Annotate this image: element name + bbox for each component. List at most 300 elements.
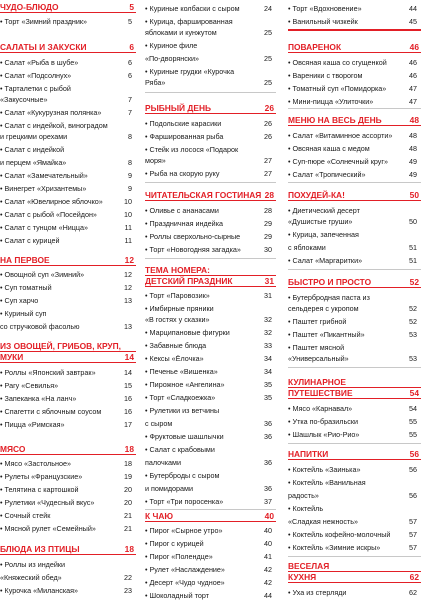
page-number: 46 (409, 42, 419, 52)
recipe-title: моря» (145, 156, 166, 165)
page-number: 25 (264, 28, 272, 37)
section-heading (145, 265, 276, 276)
recipe-entry (145, 4, 276, 13)
divider (288, 443, 421, 444)
section-heading (0, 2, 136, 13)
page-number: 31 (264, 291, 272, 300)
recipe-title: • Мясо «Застольное» (0, 459, 71, 468)
recipe-title: • Кексы «Ёлочка» (145, 354, 204, 363)
recipe-entry (288, 430, 421, 439)
recipe-entry (145, 156, 276, 165)
page-number: 8 (128, 158, 132, 167)
page-number: 11 (124, 236, 132, 245)
recipe-entry (145, 67, 276, 76)
page-number: 19 (124, 472, 132, 481)
section-title: ТЕМА НОМЕРА: (145, 265, 210, 275)
page-number: 25 (264, 54, 272, 63)
page-number: 7 (128, 108, 132, 117)
page-number: 52 (409, 317, 417, 326)
recipe-title: «Княжеский обед» (0, 573, 62, 582)
recipe-title: • Салат «Замечательный» (0, 171, 88, 180)
recipe-title: • Торт «Вдохновение» (288, 4, 362, 13)
section-title: КУЛИНАРНОЕ (288, 377, 346, 387)
recipe-entry (0, 485, 136, 494)
recipe-title: • Ванильный чизкейк (288, 17, 358, 26)
page-number: 55 (409, 417, 417, 426)
page-number: 56 (409, 449, 419, 459)
section-heading (0, 42, 136, 53)
page-number: 42 (264, 565, 272, 574)
recipe-entry (0, 296, 136, 305)
page-number: 10 (124, 197, 132, 206)
recipe-entry (145, 341, 276, 350)
recipe-title: и помидорами (145, 484, 193, 493)
recipe-entry (0, 472, 136, 481)
divider (288, 556, 421, 557)
page-number: 36 (264, 458, 272, 467)
section-title: МУКИ (0, 352, 24, 362)
recipe-entry (145, 291, 276, 300)
recipe-entry (0, 309, 136, 318)
page-number: 37 (264, 497, 272, 506)
recipe-title: • Овощной суп «Зимний» (0, 270, 85, 279)
recipe-title: • Утка по-бразильски (288, 417, 358, 426)
recipe-title: • Торт «Зимний праздник» (0, 17, 88, 26)
divider (145, 92, 276, 93)
recipe-title: • Салат с тунцом «Ницца» (0, 223, 89, 232)
recipe-title: • Спагетти с яблочным соусом (0, 407, 102, 416)
recipe-title: • Мясной рулет «Семейный» (0, 524, 96, 533)
recipe-entry (145, 458, 276, 467)
recipe-title: • Подольские карасики (145, 119, 222, 128)
recipe-title: • Курочка «Миланская» (0, 586, 79, 595)
recipe-entry (145, 565, 276, 574)
recipe-title: палочками (145, 458, 182, 467)
recipe-title: • Коктейль «Зимние искры» (288, 543, 381, 552)
section-title: ЧИТАТЕЛЬСКАЯ ГОСТИНАЯ (145, 190, 262, 200)
recipe-entry (0, 407, 136, 416)
recipe-entry (288, 243, 421, 252)
page-number: 45 (409, 17, 417, 26)
recipe-entry (0, 132, 136, 141)
recipe-entry (0, 283, 136, 292)
page-number: 26 (264, 132, 272, 141)
page-number: 24 (264, 4, 272, 13)
page-number: 35 (264, 380, 272, 389)
recipe-entry (288, 84, 421, 93)
recipe-title: • Телятина с картошкой (0, 485, 79, 494)
recipe-entry (0, 58, 136, 67)
section-heading (0, 444, 136, 455)
divider (288, 29, 421, 31)
page-number: 26 (264, 119, 272, 128)
recipe-title: • Пицца «Римская» (0, 420, 65, 429)
section-title: ПУТЕШЕСТВИЕ (288, 388, 353, 398)
section-heading (288, 572, 421, 583)
divider (288, 182, 421, 183)
page-number: 11 (124, 223, 132, 232)
section-heading (288, 42, 421, 53)
recipe-title: с яблоками (288, 243, 326, 252)
page-number: 9 (128, 171, 132, 180)
recipe-title: «Душистые груши» (288, 217, 353, 226)
page-number: 34 (264, 354, 272, 363)
recipe-entry (145, 552, 276, 561)
recipe-entry (0, 121, 136, 130)
recipe-title: «Универсальный» (288, 354, 349, 363)
recipe-entry (288, 465, 421, 474)
recipe-title: • Коктейль кофейно-молочный (288, 530, 391, 539)
recipe-title: и перцем «Ямайка» (0, 158, 67, 167)
recipe-entry (288, 157, 421, 166)
page-number: 46 (409, 58, 417, 67)
page-number: 56 (409, 465, 417, 474)
recipe-title: • Стейк из лосося «Подарок (145, 145, 239, 154)
section-heading (145, 276, 276, 287)
recipe-entry (288, 131, 421, 140)
page-number: 20 (124, 498, 132, 507)
page-number: 52 (409, 304, 417, 313)
section-title: ПОХУДЕЙ-КА! (288, 190, 345, 200)
recipe-title: • Десерт «Чудо чудное» (145, 578, 225, 587)
page-number: 18 (124, 544, 134, 554)
recipe-title: «По-дворянски» (145, 54, 200, 63)
recipe-entry (288, 330, 421, 339)
recipe-title: яблоками и кунжутом (145, 28, 217, 37)
page-number: 53 (409, 354, 417, 363)
page-number: 7 (128, 95, 132, 104)
divider (145, 258, 276, 259)
page-number: 51 (409, 243, 417, 252)
recipe-entry (0, 108, 136, 117)
recipe-title: со стручковой фасолью (0, 322, 80, 331)
page-number: 28 (264, 206, 272, 215)
page-number: 47 (409, 84, 417, 93)
recipe-title: • Роллы из индейки (0, 560, 66, 569)
page-number: 62 (409, 588, 417, 597)
recipe-entry (0, 394, 136, 403)
recipe-entry (145, 54, 276, 63)
recipe-title: • Имбирные пряники (145, 304, 214, 313)
page-number: 41 (264, 552, 272, 561)
page-number: 26 (264, 103, 274, 113)
toc-column-3 (288, 0, 421, 600)
recipe-title: «Сладкая нежность» (288, 517, 359, 526)
recipe-title: • Рулетики из ветчины (145, 406, 220, 415)
recipe-entry (0, 223, 136, 232)
recipe-title: • Марципановые фигурки (145, 328, 230, 337)
recipe-title: • Сочный стейк (0, 511, 51, 520)
page-number: 47 (409, 97, 417, 106)
recipe-title: • Печенье «Вишенка» (145, 367, 218, 376)
divider (288, 367, 421, 368)
section-heading (0, 352, 136, 363)
recipe-entry (145, 484, 276, 493)
section-heading (288, 190, 421, 201)
recipe-entry (288, 144, 421, 153)
recipe-entry (145, 245, 276, 254)
recipe-entry (0, 498, 136, 507)
recipe-title: • Вареники с творогом (288, 71, 363, 80)
recipe-title: • Торт «Три поросенка» (145, 497, 224, 506)
recipe-title: • Роллы сверхольно-сырные (145, 232, 241, 241)
recipe-title: • Тарталетки с рыбой (0, 84, 71, 93)
recipe-entry (288, 404, 421, 413)
recipe-entry (0, 95, 136, 104)
recipe-title: • Томатный суп «Помидорка» (288, 84, 387, 93)
page-number: 22 (124, 573, 132, 582)
recipe-title: • Бутерброды с сыром (145, 471, 220, 480)
recipe-title: • Куриный суп (0, 309, 47, 318)
recipe-entry (0, 158, 136, 167)
recipe-title: • Салат с индейкой, виноградом (0, 121, 108, 130)
page-number: 18 (124, 444, 134, 454)
page-number: 28 (264, 190, 274, 200)
page-number: 27 (264, 169, 272, 178)
recipe-entry (288, 543, 421, 552)
recipe-entry (288, 217, 421, 226)
recipe-title: • Салат с курицей (0, 236, 60, 245)
page-number: 8 (128, 132, 132, 141)
recipe-entry (145, 78, 276, 87)
section-title: ПОВАРЕНОК (288, 42, 342, 52)
recipe-entry (288, 491, 421, 500)
recipe-title: • Мини-пицца «Улиточки» (288, 97, 374, 106)
recipe-title: • Торт «Паровозик» (145, 291, 210, 300)
recipe-title: • Рулеты «Французские» (0, 472, 83, 481)
recipe-title: • Коктейль (288, 504, 324, 513)
recipe-title: радость» (288, 491, 319, 500)
page-number: 5 (128, 17, 132, 26)
recipe-entry (0, 459, 136, 468)
section-heading (0, 544, 136, 555)
page-number: 20 (124, 485, 132, 494)
page-number: 51 (409, 256, 417, 265)
recipe-title: • Суп харчо (0, 296, 39, 305)
page-number: 5 (129, 2, 134, 12)
page-number: 6 (128, 58, 132, 67)
recipe-title: с сыром (145, 419, 173, 428)
recipe-entry (0, 145, 136, 154)
recipe-entry (145, 578, 276, 587)
page-number: 21 (124, 511, 132, 520)
recipe-title: • Рагу «Севилья» (0, 381, 59, 390)
recipe-title: • Рулетики «Чудесный вкус» (0, 498, 95, 507)
recipe-title: • Пирог с курицей (145, 539, 204, 548)
recipe-entry (0, 270, 136, 279)
section-heading (145, 190, 276, 201)
recipe-title: • Пирог «Сырное утро» (145, 526, 223, 535)
recipe-title: • Коктейль «Заинька» (288, 465, 361, 474)
page-number: 48 (409, 115, 419, 125)
recipe-entry (145, 304, 276, 313)
recipe-title: • Запеканка «На ланч» (0, 394, 77, 403)
recipe-title: • Паштет «Пикантный» (288, 330, 365, 339)
page-number: 54 (409, 388, 419, 398)
page-number: 14 (124, 368, 132, 377)
recipe-title: • Овсяная каша с медом (288, 144, 370, 153)
page-number: 54 (409, 404, 417, 413)
page-number: 57 (409, 517, 417, 526)
recipe-title: • Салат «Маргаритки» (288, 256, 363, 265)
page-number: 31 (264, 276, 274, 286)
recipe-entry (288, 478, 421, 487)
section-title: МЕНЮ НА ВЕСЬ ДЕНЬ (288, 115, 382, 125)
recipe-entry (145, 539, 276, 548)
toc-column-1 (0, 0, 136, 600)
recipe-title: • Бутербродная паста из (288, 293, 370, 302)
page-number: 6 (129, 42, 134, 52)
recipe-entry (288, 293, 421, 302)
section-heading (0, 341, 136, 352)
recipe-entry (145, 28, 276, 37)
page-number: 29 (264, 232, 272, 241)
page-number: 14 (124, 352, 134, 362)
recipe-entry (0, 420, 136, 429)
recipe-entry (145, 471, 276, 480)
recipe-title: «В гостях у сказки» (145, 315, 210, 324)
recipe-entry (145, 119, 276, 128)
recipe-title: • Рулет «Наслаждение» (145, 565, 225, 574)
page-number: 32 (264, 328, 272, 337)
recipe-entry (0, 210, 136, 219)
page-number: 36 (264, 432, 272, 441)
recipe-entry (0, 184, 136, 193)
recipe-title: • Винегрет «Хризантемы» (0, 184, 87, 193)
recipe-title: сельдерея с укропом (288, 304, 359, 313)
recipe-entry (288, 256, 421, 265)
page-number: 15 (124, 381, 132, 390)
page-number: 27 (264, 156, 272, 165)
recipe-entry (0, 17, 136, 26)
section-title: НА ПЕРВОЕ (0, 255, 50, 265)
recipe-title: • Праздничная индейка (145, 219, 223, 228)
recipe-title: • Фруктовые шашлычки (145, 432, 224, 441)
page-number: 23 (124, 586, 132, 595)
divider (145, 509, 276, 510)
recipe-entry (0, 84, 136, 93)
divider (288, 108, 421, 109)
section-title: МЯСО (0, 444, 26, 454)
recipe-entry (288, 530, 421, 539)
recipe-title: • Мясо «Карнавал» (288, 404, 353, 413)
recipe-title: • Салат «Ювелирное яблочко» (0, 197, 103, 206)
recipe-entry (0, 524, 136, 533)
recipe-title: • Куриные грудки «Курочка (145, 67, 235, 76)
recipe-entry (145, 393, 276, 402)
page-number: 50 (409, 217, 417, 226)
section-title: ДЕТСКИЙ ПРАЗДНИК (145, 276, 233, 286)
toc-column-2 (145, 0, 276, 600)
section-title: САЛАТЫ И ЗАКУСКИ (0, 42, 87, 52)
recipe-entry (288, 230, 421, 239)
recipe-title: • Паштет мясной (288, 343, 345, 352)
recipe-title: • Торт «Новогодняя загадка» (145, 245, 241, 254)
recipe-title: • Салат «Рыба в шубе» (0, 58, 79, 67)
page-number: 40 (264, 539, 272, 548)
recipe-entry (145, 591, 276, 600)
recipe-entry (288, 97, 421, 106)
recipe-entry (288, 588, 421, 597)
section-heading (288, 561, 421, 572)
page-number: 34 (264, 367, 272, 376)
recipe-entry (0, 368, 136, 377)
page-number: 56 (409, 491, 417, 500)
page-number: 10 (124, 210, 132, 219)
recipe-entry (0, 573, 136, 582)
page-number: 57 (409, 530, 417, 539)
recipe-title: • Шашлык «Рио-Рио» (288, 430, 360, 439)
page-number: 33 (264, 341, 272, 350)
recipe-title: • Коктейль «Ванильная (288, 478, 366, 487)
recipe-title: • Овсяная каша со сгущенкой (288, 58, 387, 67)
section-title: НАПИТКИ (288, 449, 329, 459)
section-title: БЛЮДА ИЗ ПТИЦЫ (0, 544, 80, 554)
recipe-entry (0, 586, 136, 595)
section-heading (0, 255, 136, 266)
section-title: РЫБНЫЙ ДЕНЬ (145, 103, 212, 113)
page-number: 12 (124, 255, 134, 265)
recipe-entry (288, 4, 421, 13)
recipe-title: • Забавные блюда (145, 341, 207, 350)
section-heading (145, 103, 276, 114)
section-heading (288, 388, 421, 399)
recipe-entry (145, 219, 276, 228)
recipe-entry (288, 343, 421, 352)
section-title: БЫСТРО И ПРОСТО (288, 277, 372, 287)
page-number: 21 (124, 524, 132, 533)
section-heading (288, 115, 421, 126)
page-number: 46 (409, 71, 417, 80)
section-heading (288, 449, 421, 460)
recipe-entry (145, 406, 276, 415)
recipe-entry (288, 354, 421, 363)
recipe-title: • Диетический десерт (288, 206, 360, 215)
page-number: 48 (409, 144, 417, 153)
recipe-entry (145, 17, 276, 26)
recipe-title: «Закусочные» (0, 95, 48, 104)
recipe-entry (0, 71, 136, 80)
recipe-title: • Курица, запеченная (288, 230, 359, 239)
page-number: 36 (264, 419, 272, 428)
page-number: 13 (124, 296, 132, 305)
section-title: К ЧАЮ (145, 511, 174, 521)
recipe-entry (145, 419, 276, 428)
recipe-title: • Пирог «Полендце» (145, 552, 213, 561)
page-number: 12 (124, 270, 132, 279)
recipe-title: • Оливье с ананасами (145, 206, 219, 215)
recipe-title: • Фаршированная рыба (145, 132, 224, 141)
recipe-entry (0, 197, 136, 206)
recipe-entry (145, 232, 276, 241)
page-number: 53 (409, 330, 417, 339)
section-title: ЧУДО-БЛЮДО (0, 2, 59, 12)
page-number: 40 (264, 526, 272, 535)
page-number: 40 (264, 511, 274, 521)
recipe-entry (288, 17, 421, 26)
recipe-entry (288, 71, 421, 80)
page-number: 55 (409, 430, 417, 439)
recipe-title: • Салат с рыбой «Посейдон» (0, 210, 97, 219)
recipe-entry (145, 497, 276, 506)
section-heading (145, 511, 276, 522)
recipe-entry (0, 381, 136, 390)
page-number: 35 (264, 393, 272, 402)
recipe-title: • Салат с крабовыми (145, 445, 215, 454)
recipe-entry (0, 236, 136, 245)
page-number: 50 (409, 190, 419, 200)
section-heading (288, 377, 421, 388)
